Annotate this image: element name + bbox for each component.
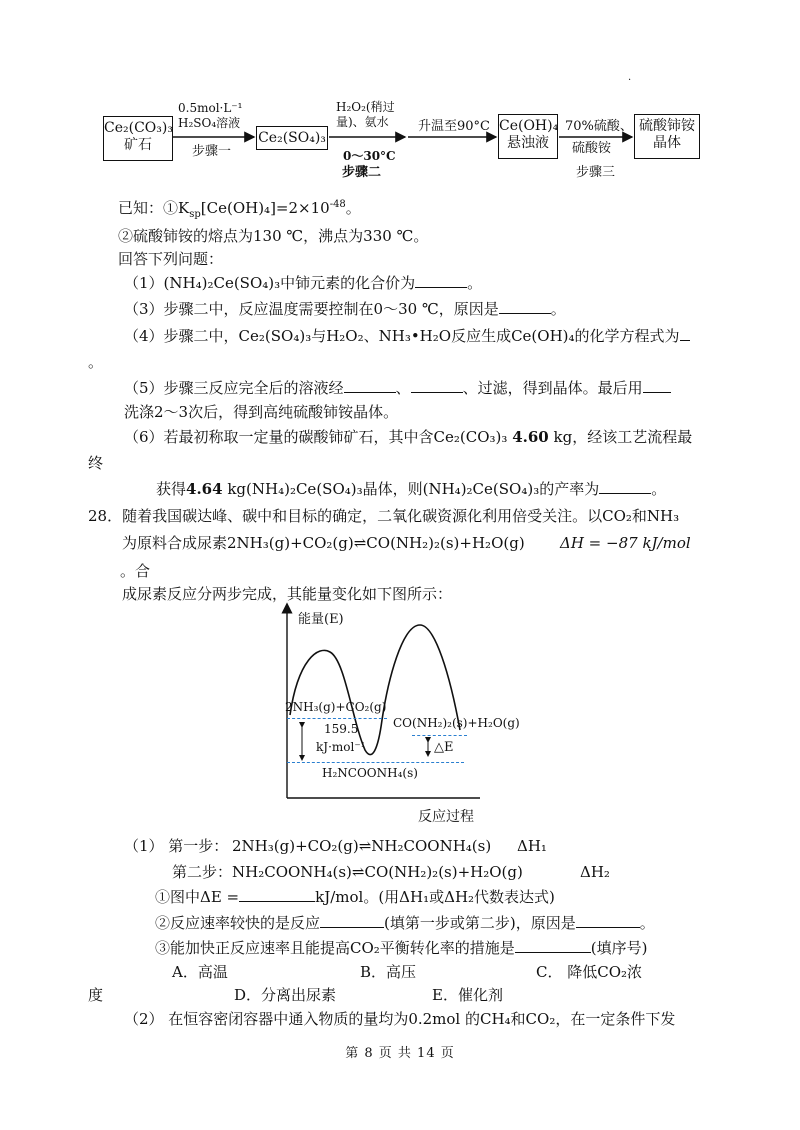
option-e: E．催化剂 <box>432 986 503 1004</box>
sub1-step1-dh: ΔH₁ <box>517 837 547 855</box>
x-axis-label: 反应过程 <box>418 809 474 825</box>
question-6-line3: 获得4.64 kg(NH₄)₂Ce(SO₄)₃晶体，则(NH₄)₂Ce(SO₄)₃的产率为 。 <box>156 480 667 498</box>
sub1-step2-dh: ΔH₂ <box>580 863 610 881</box>
y-axis-label: 能量(E) <box>298 612 344 627</box>
arrow2-label-bottom1: 0～30°C <box>343 149 396 163</box>
question-5-line2: 洗涤2～3次后，得到高纯硫酸铈铵晶体。 <box>124 403 399 421</box>
flow-box-hydroxide: Ce(OH)₄ 悬浊液 <box>498 114 558 159</box>
answer-blank[interactable] <box>499 299 551 314</box>
question-4-tail: 。 <box>88 353 104 371</box>
reactants-label: 2NH₃(g)+CO₂(g) <box>285 700 387 714</box>
arrow1-label-top2: H₂SO₄溶液 <box>178 116 241 130</box>
question-6-line2: 终 <box>88 454 104 472</box>
flow-box-sulfate: Ce₂(SO₄)₃ <box>256 126 328 150</box>
product-level-line <box>412 735 467 736</box>
q28-delta-h: ΔH = −87 kJ/mol <box>560 534 691 552</box>
question-4: （4）步骤二中，Ce₂(SO₄)₃与H₂O₂、NH₃•H₂O反应生成Ce(OH)₄的化学方程式为 <box>124 326 690 346</box>
delta-e-label: △E <box>434 740 454 755</box>
sub1-step2-label: 第二步： <box>172 863 233 881</box>
q28-line-1: 28．随着我国碳达峰、碳中和目标的确定，二氧化碳资源化利用倍受关注。以CO₂和NH₃ <box>88 507 680 525</box>
flow-box-ore: Ce₂(CO₃)₃ 矿石 <box>103 116 173 161</box>
answer-blank[interactable] <box>415 273 467 288</box>
option-c: C． 降低CO₂浓 <box>536 963 643 981</box>
known-line-3: 回答下列问题： <box>118 250 224 268</box>
option-d: D．分离出尿素 <box>234 986 337 1004</box>
question-1: （1）(NH₄)₂Ce(SO₄)₃中铈元素的化合价为 。 <box>124 274 483 292</box>
answer-blank[interactable] <box>680 326 690 341</box>
option-b: B．高压 <box>360 963 417 981</box>
sub1-question-a: ①图中ΔE = kJ/mol。(用ΔH₁或ΔH₂代数表达式) <box>155 888 555 906</box>
reactant-level-line <box>287 718 387 719</box>
arrow2-label-top1: H₂O₂(稍过 <box>336 100 395 114</box>
q28-line-4: 成尿素反应分两步完成，其能量变化如下图所示： <box>122 585 453 603</box>
sub1-step1: （1） 第一步： <box>124 837 229 855</box>
answer-blank[interactable] <box>515 938 591 953</box>
question-5: （5）步骤三反应完全后的溶液经 、 、过滤，得到晶体。最后用 <box>124 378 671 398</box>
arrow2-label-bottom2: 步骤二 <box>342 165 382 180</box>
answer-blank[interactable] <box>643 378 671 393</box>
answer-blank[interactable] <box>320 913 384 928</box>
sub1-question-c: ③能加快正反应速率且能提高CO₂平衡转化率的措施是 (填序号) <box>155 939 648 957</box>
arrow4-label-bottom: 硫酸铵 <box>572 141 612 156</box>
question-6: （6）若最初称取一定量的碳酸铈矿石，其中含Ce₂(CO₃)₃ 4.60 kg，经该工艺流程最 <box>124 428 693 446</box>
gap-unit-label: kJ·mol⁻¹ <box>316 740 366 754</box>
page-footer: 第 8 页 共 14 页 <box>345 1046 455 1061</box>
sub2-line: （2） 在恒容密闭容器中通入物质的量均为0.2mol 的CH₄和CO₂，在一定条件下发 <box>124 1010 676 1028</box>
arrow3-label-top: 升温至90°C <box>418 119 490 134</box>
intermediate-label: H₂NCOONH₄(s) <box>322 766 418 780</box>
known-line-1: 已知：$①K_{sp}[Ce(OH)_4]=2\times 10^{-48}$。 <box>118 199 361 220</box>
answer-blank[interactable] <box>411 378 463 393</box>
answer-blank[interactable] <box>239 887 315 902</box>
answer-blank[interactable] <box>344 378 396 393</box>
flow-box-product: 硫酸铈铵 晶体 <box>634 114 700 159</box>
arrow2-label-top2: 量)、氨水 <box>336 115 389 129</box>
q28-line-3: 。合 <box>120 562 151 580</box>
option-a: A．高温 <box>172 963 228 981</box>
flow-arrows <box>0 0 800 190</box>
sub1-step1-eq: 2NH₃(g)+CO₂(g)⇌NH₂COONH₄(s) <box>232 837 492 855</box>
option-c-cont: 度 <box>88 986 104 1004</box>
products-label: CO(NH₂)₂(s)+H₂O(g) <box>393 716 520 730</box>
arrow1-label-bottom: 步骤一 <box>192 144 232 159</box>
known-line-2: ②硫酸铈铵的熔点为130 ℃，沸点为330 ℃。 <box>118 227 429 245</box>
sub1-step2-eq: NH₂COONH₄(s)⇌CO(NH₂)₂(s)+H₂O(g) <box>232 863 523 881</box>
arrow4-label-top: 70%硫酸、 <box>565 119 633 134</box>
question-3: （3）步骤二中，反应温度需要控制在0～30 ℃，原因是 。 <box>124 300 566 318</box>
intermediate-level-line <box>287 762 464 763</box>
gap-value-label: 159.5 <box>324 722 359 736</box>
arrow4-label-step: 步骤三 <box>576 165 616 180</box>
arrow1-label-top1: 0.5mol·L⁻¹ <box>178 101 243 115</box>
answer-blank[interactable] <box>599 479 651 494</box>
sub1-question-b: ②反应速率较快的是反应 (填第一步或第二步)，原因是 。 <box>155 914 655 932</box>
answer-blank[interactable] <box>576 913 640 928</box>
q28-line-2: 为原料合成尿素2NH₃(g)+CO₂(g)⇌CO(NH₂)₂(s)+H₂O(g) <box>122 534 525 552</box>
